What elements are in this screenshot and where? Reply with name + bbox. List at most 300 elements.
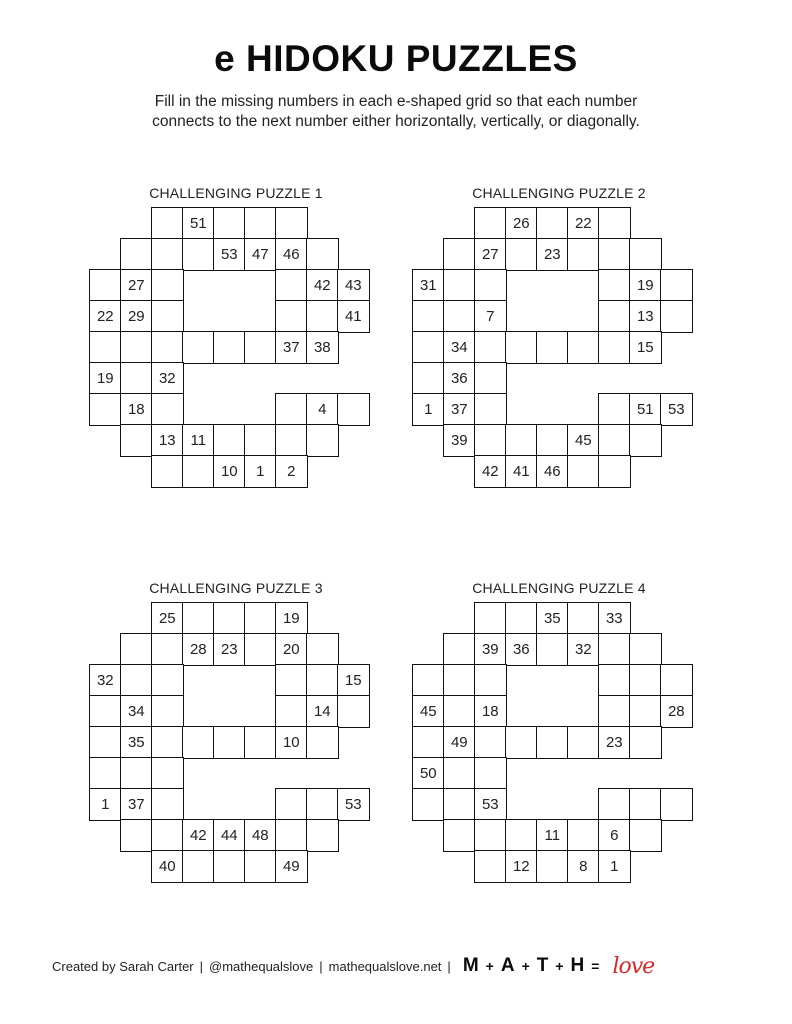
cell-value: 47: [251, 245, 269, 263]
cell-value: 32: [574, 640, 592, 658]
cell-value: 26: [512, 214, 530, 232]
instructions-line-1: Fill in the missing numbers in each e-shaped grid so that each number: [154, 93, 638, 110]
grid-cell[interactable]: [89, 788, 122, 821]
puzzle-title: CHALLENGING PUZZLE 4: [472, 580, 646, 596]
cell-value: 37: [282, 338, 300, 356]
grid-cell[interactable]: [120, 788, 153, 821]
cell-value: 50: [419, 764, 437, 782]
grid-cell[interactable]: [474, 455, 507, 488]
grid-cell[interactable]: [244, 633, 277, 666]
grid-cell[interactable]: [275, 238, 308, 271]
grid-cell[interactable]: [567, 455, 600, 488]
grid-cell[interactable]: [412, 757, 445, 790]
grid-cell[interactable]: [337, 393, 370, 426]
grid-cell[interactable]: [120, 633, 153, 666]
cell-value: 35: [127, 733, 145, 751]
brand-plus: +: [555, 958, 564, 974]
brand-equals: =: [591, 958, 600, 974]
grid-cell[interactable]: [120, 393, 153, 426]
grid-cell[interactable]: [151, 207, 184, 240]
grid-cell[interactable]: [275, 726, 308, 759]
grid-cell[interactable]: [306, 300, 339, 333]
hidoku-grid: [89, 207, 383, 501]
grid-cell[interactable]: [629, 300, 662, 333]
grid-cell[interactable]: [567, 602, 600, 635]
grid-cell[interactable]: [536, 633, 569, 666]
grid-cell[interactable]: [474, 819, 507, 852]
cell-value: 53: [667, 400, 685, 418]
cell-value: 22: [574, 214, 592, 232]
grid-cell[interactable]: [337, 695, 370, 728]
grid-cell[interactable]: [412, 362, 445, 395]
grid-cell[interactable]: [474, 331, 507, 364]
grid-cell[interactable]: [244, 602, 277, 635]
grid-cell[interactable]: [598, 726, 631, 759]
grid-cell[interactable]: [306, 393, 339, 426]
grid-cell[interactable]: [120, 757, 153, 790]
cell-value: 22: [96, 307, 114, 325]
cell-value: 1: [610, 857, 619, 875]
grid-cell[interactable]: [89, 269, 122, 302]
cell-value: 35: [543, 609, 561, 627]
grid-cell[interactable]: [443, 238, 476, 271]
cell-value: 46: [543, 462, 561, 480]
grid-cell[interactable]: [443, 362, 476, 395]
grid-cell[interactable]: [660, 695, 693, 728]
grid-cell[interactable]: [412, 331, 445, 364]
cell-value: 13: [158, 431, 176, 449]
cell-value: 42: [481, 462, 499, 480]
grid-cell[interactable]: [306, 633, 339, 666]
grid-cell[interactable]: [244, 850, 277, 883]
grid-cell[interactable]: [536, 602, 569, 635]
grid-cell[interactable]: [598, 424, 631, 457]
grid-cell[interactable]: [629, 424, 662, 457]
brand-letter: M: [462, 955, 479, 976]
cell-value: 12: [512, 857, 530, 875]
grid-cell[interactable]: [443, 424, 476, 457]
grid-cell[interactable]: [244, 455, 277, 488]
grid-cell[interactable]: [182, 424, 215, 457]
grid-cell[interactable]: [567, 819, 600, 852]
grid-cell[interactable]: [275, 819, 308, 852]
grid-cell[interactable]: [120, 664, 153, 697]
cell-value: 32: [158, 369, 176, 387]
grid-cell[interactable]: [505, 455, 538, 488]
cell-value: 25: [158, 609, 176, 627]
cell-value: 18: [127, 400, 145, 418]
grid-cell[interactable]: [275, 602, 308, 635]
cell-value: 42: [189, 826, 207, 844]
grid-cell[interactable]: [89, 664, 122, 697]
grid-cell[interactable]: [629, 238, 662, 271]
hidoku-grid: [412, 602, 706, 896]
grid-cell[interactable]: [443, 269, 476, 302]
grid-cell[interactable]: [536, 455, 569, 488]
grid-cell[interactable]: [412, 664, 445, 697]
grid-cell[interactable]: [120, 300, 153, 333]
grid-cell[interactable]: [474, 300, 507, 333]
grid-cell[interactable]: [474, 393, 507, 426]
grid-cell[interactable]: [474, 424, 507, 457]
grid-cell[interactable]: [412, 788, 445, 821]
grid-cell[interactable]: [598, 850, 631, 883]
grid-cell[interactable]: [89, 726, 122, 759]
grid-cell[interactable]: [275, 269, 308, 302]
cell-value: 10: [282, 733, 300, 751]
grid-cell[interactable]: [443, 819, 476, 852]
cell-value: 11: [544, 826, 561, 844]
grid-cell[interactable]: [598, 300, 631, 333]
grid-cell[interactable]: [151, 633, 184, 666]
grid-cell[interactable]: [120, 362, 153, 395]
grid-cell[interactable]: [629, 726, 662, 759]
cell-value: 19: [96, 369, 114, 387]
grid-cell[interactable]: [306, 238, 339, 271]
grid-cell[interactable]: [660, 393, 693, 426]
grid-cell[interactable]: [275, 633, 308, 666]
grid-cell[interactable]: [505, 633, 538, 666]
grid-cell[interactable]: [213, 424, 246, 457]
grid-cell[interactable]: [182, 633, 215, 666]
grid-cell[interactable]: [505, 207, 538, 240]
cell-value: 2: [287, 462, 296, 480]
grid-cell[interactable]: [120, 726, 153, 759]
cell-value: 38: [313, 338, 331, 356]
grid-cell[interactable]: [660, 300, 693, 333]
cell-value: 29: [127, 307, 145, 325]
grid-cell[interactable]: [567, 331, 600, 364]
grid-cell[interactable]: [598, 602, 631, 635]
grid-cell[interactable]: [213, 455, 246, 488]
grid-cell[interactable]: [89, 300, 122, 333]
cell-value: 1: [101, 795, 110, 813]
grid-cell[interactable]: [151, 664, 184, 697]
grid-cell[interactable]: [151, 455, 184, 488]
grid-cell[interactable]: [505, 238, 538, 271]
grid-cell[interactable]: [505, 424, 538, 457]
grid-cell[interactable]: [629, 269, 662, 302]
grid-cell[interactable]: [536, 424, 569, 457]
grid-cell[interactable]: [151, 726, 184, 759]
page-title: e HIDOKU PUZZLES: [214, 38, 578, 79]
grid-cell[interactable]: [474, 269, 507, 302]
grid-cell[interactable]: [151, 424, 184, 457]
cell-value: 10: [220, 462, 238, 480]
cell-value: 49: [450, 733, 468, 751]
separator: |: [447, 958, 451, 974]
grid-cell[interactable]: [629, 664, 662, 697]
grid-cell[interactable]: [120, 238, 153, 271]
grid-cell[interactable]: [275, 331, 308, 364]
grid-cell[interactable]: [660, 788, 693, 821]
grid-cell[interactable]: [151, 602, 184, 635]
grid-cell[interactable]: [151, 393, 184, 426]
cell-value: 39: [481, 640, 499, 658]
cell-value: 44: [220, 826, 238, 844]
cell-value: 15: [344, 671, 362, 689]
grid-cell[interactable]: [306, 726, 339, 759]
cell-value: 34: [127, 702, 145, 720]
grid-cell[interactable]: [536, 850, 569, 883]
grid-cell[interactable]: [443, 633, 476, 666]
grid-cell[interactable]: [629, 633, 662, 666]
cell-value: 43: [344, 276, 362, 294]
grid-cell[interactable]: [337, 300, 370, 333]
grid-cell[interactable]: [151, 819, 184, 852]
grid-cell[interactable]: [275, 695, 308, 728]
grid-cell[interactable]: [120, 695, 153, 728]
cell-value: 13: [636, 307, 654, 325]
cell-value: 11: [190, 431, 207, 449]
grid-cell[interactable]: [337, 664, 370, 697]
grid-cell[interactable]: [598, 455, 631, 488]
grid-cell[interactable]: [275, 664, 308, 697]
cell-value: 19: [282, 609, 300, 627]
grid-cell[interactable]: [182, 819, 215, 852]
brand-letter: A: [500, 955, 515, 976]
grid-cell[interactable]: [89, 362, 122, 395]
instructions-line-2: connects to the next number either horizontally, vertically, or diagonally.: [152, 113, 640, 130]
grid-cell[interactable]: [306, 695, 339, 728]
cell-value: 14: [313, 702, 331, 720]
instructions: [0, 92, 792, 132]
grid-cell[interactable]: [244, 331, 277, 364]
grid-cell[interactable]: [244, 207, 277, 240]
cell-value: 46: [282, 245, 300, 263]
grid-cell[interactable]: [120, 819, 153, 852]
grid-cell[interactable]: [536, 207, 569, 240]
grid-cell[interactable]: [151, 300, 184, 333]
grid-cell[interactable]: [306, 819, 339, 852]
grid-cell[interactable]: [567, 424, 600, 457]
grid-cell[interactable]: [505, 726, 538, 759]
grid-cell[interactable]: [629, 393, 662, 426]
grid-cell[interactable]: [182, 331, 215, 364]
grid-cell[interactable]: [306, 331, 339, 364]
grid-cell[interactable]: [151, 757, 184, 790]
cell-value: 37: [450, 400, 468, 418]
grid-cell[interactable]: [151, 362, 184, 395]
grid-cell[interactable]: [443, 664, 476, 697]
grid-cell[interactable]: [182, 850, 215, 883]
grid-cell[interactable]: [536, 726, 569, 759]
grid-cell[interactable]: [598, 633, 631, 666]
grid-cell[interactable]: [474, 602, 507, 635]
grid-cell[interactable]: [505, 602, 538, 635]
website-link: mathequalslove.net: [328, 958, 442, 974]
grid-cell[interactable]: [275, 207, 308, 240]
cell-value: 53: [344, 795, 362, 813]
grid-cell[interactable]: [182, 726, 215, 759]
grid-cell[interactable]: [598, 393, 631, 426]
cell-value: 1: [424, 400, 433, 418]
grid-cell[interactable]: [306, 788, 339, 821]
grid-cell[interactable]: [151, 331, 184, 364]
grid-cell[interactable]: [629, 331, 662, 364]
grid-cell[interactable]: [213, 602, 246, 635]
cell-value: 6: [610, 826, 619, 844]
brand-love-script: love: [612, 953, 655, 979]
grid-cell[interactable]: [182, 602, 215, 635]
grid-cell[interactable]: [598, 207, 631, 240]
grid-cell[interactable]: [474, 757, 507, 790]
brand-letter: T: [536, 955, 549, 976]
grid-cell[interactable]: [275, 850, 308, 883]
grid-cell[interactable]: [244, 819, 277, 852]
grid-cell[interactable]: [151, 695, 184, 728]
grid-cell[interactable]: [213, 726, 246, 759]
cell-value: 49: [282, 857, 300, 875]
grid-cell[interactable]: [244, 424, 277, 457]
grid-cell[interactable]: [182, 238, 215, 271]
cell-value: 51: [189, 214, 207, 232]
grid-cell[interactable]: [151, 788, 184, 821]
grid-cell[interactable]: [598, 819, 631, 852]
cell-value: 33: [605, 609, 623, 627]
cell-value: 45: [574, 431, 592, 449]
grid-cell[interactable]: [443, 300, 476, 333]
grid-cell[interactable]: [213, 850, 246, 883]
grid-cell[interactable]: [629, 695, 662, 728]
grid-cell[interactable]: [151, 850, 184, 883]
cell-value: 23: [220, 640, 238, 658]
grid-cell[interactable]: [443, 757, 476, 790]
grid-cell[interactable]: [244, 726, 277, 759]
cell-value: 48: [251, 826, 269, 844]
grid-cell[interactable]: [213, 207, 246, 240]
grid-cell[interactable]: [474, 850, 507, 883]
grid-cell[interactable]: [275, 788, 308, 821]
grid-cell[interactable]: [505, 331, 538, 364]
grid-cell[interactable]: [412, 300, 445, 333]
grid-cell[interactable]: [244, 238, 277, 271]
grid-cell[interactable]: [151, 269, 184, 302]
grid-cell[interactable]: [474, 695, 507, 728]
cell-value: 23: [543, 245, 561, 263]
cell-value: 36: [450, 369, 468, 387]
grid-cell[interactable]: [89, 695, 122, 728]
grid-cell[interactable]: [337, 269, 370, 302]
cell-value: 41: [344, 307, 362, 325]
grid-cell[interactable]: [505, 850, 538, 883]
grid-cell[interactable]: [89, 757, 122, 790]
grid-cell[interactable]: [536, 238, 569, 271]
cell-value: 32: [96, 671, 114, 689]
brand-plus: +: [521, 958, 530, 974]
grid-cell[interactable]: [598, 331, 631, 364]
grid-cell[interactable]: [275, 424, 308, 457]
hidoku-grid: [89, 602, 383, 896]
grid-cell[interactable]: [629, 788, 662, 821]
grid-cell[interactable]: [337, 788, 370, 821]
cell-value: 42: [313, 276, 331, 294]
grid-cell[interactable]: [443, 695, 476, 728]
grid-cell[interactable]: [598, 269, 631, 302]
grid-cell[interactable]: [443, 726, 476, 759]
grid-cell[interactable]: [213, 633, 246, 666]
grid-cell[interactable]: [213, 819, 246, 852]
cell-value: 51: [636, 400, 654, 418]
grid-cell[interactable]: [306, 269, 339, 302]
grid-cell[interactable]: [660, 269, 693, 302]
brand-plus: +: [485, 958, 494, 974]
cell-value: 8: [579, 857, 588, 875]
grid-cell[interactable]: [474, 207, 507, 240]
grid-cell[interactable]: [412, 726, 445, 759]
grid-cell[interactable]: [443, 331, 476, 364]
grid-cell[interactable]: [182, 455, 215, 488]
grid-cell[interactable]: [120, 424, 153, 457]
cell-value: 20: [282, 640, 300, 658]
grid-cell[interactable]: [567, 633, 600, 666]
grid-cell[interactable]: [412, 695, 445, 728]
grid-cell[interactable]: [629, 819, 662, 852]
brand-letter: H: [570, 955, 585, 976]
separator: |: [319, 958, 323, 974]
grid-cell[interactable]: [474, 788, 507, 821]
grid-cell[interactable]: [536, 331, 569, 364]
cell-value: 36: [512, 640, 530, 658]
grid-cell[interactable]: [443, 393, 476, 426]
grid-cell[interactable]: [567, 850, 600, 883]
grid-cell[interactable]: [275, 393, 308, 426]
social-handle: @mathequalslove: [209, 958, 314, 974]
grid-cell[interactable]: [536, 819, 569, 852]
grid-cell[interactable]: [89, 393, 122, 426]
grid-cell[interactable]: [182, 207, 215, 240]
grid-cell[interactable]: [151, 238, 184, 271]
cell-value: 37: [127, 795, 145, 813]
cell-value: 31: [419, 276, 437, 294]
puzzle-title: CHALLENGING PUZZLE 2: [472, 185, 646, 201]
grid-cell[interactable]: [213, 238, 246, 271]
grid-cell[interactable]: [89, 331, 122, 364]
grid-cell[interactable]: [474, 726, 507, 759]
grid-cell[interactable]: [598, 664, 631, 697]
grid-cell[interactable]: [306, 424, 339, 457]
cell-value: 40: [158, 857, 176, 875]
grid-cell[interactable]: [567, 207, 600, 240]
grid-cell[interactable]: [598, 238, 631, 271]
grid-cell[interactable]: [474, 633, 507, 666]
grid-cell[interactable]: [505, 819, 538, 852]
grid-cell[interactable]: [660, 664, 693, 697]
grid-cell[interactable]: [412, 269, 445, 302]
grid-cell[interactable]: [120, 269, 153, 302]
grid-cell[interactable]: [474, 238, 507, 271]
grid-cell[interactable]: [275, 455, 308, 488]
cell-value: 53: [481, 795, 499, 813]
grid-cell[interactable]: [412, 393, 445, 426]
grid-cell[interactable]: [474, 664, 507, 697]
cell-value: 53: [220, 245, 238, 263]
grid-cell[interactable]: [306, 664, 339, 697]
grid-cell[interactable]: [275, 300, 308, 333]
grid-cell[interactable]: [598, 788, 631, 821]
grid-cell[interactable]: [120, 331, 153, 364]
grid-cell[interactable]: [598, 695, 631, 728]
grid-cell[interactable]: [443, 788, 476, 821]
separator: |: [199, 958, 204, 974]
cell-value: 27: [127, 276, 145, 294]
grid-cell[interactable]: [213, 331, 246, 364]
footer: [52, 953, 654, 979]
grid-cell[interactable]: [474, 362, 507, 395]
grid-cell[interactable]: [567, 238, 600, 271]
cell-value: 39: [450, 431, 468, 449]
grid-cell[interactable]: [567, 726, 600, 759]
